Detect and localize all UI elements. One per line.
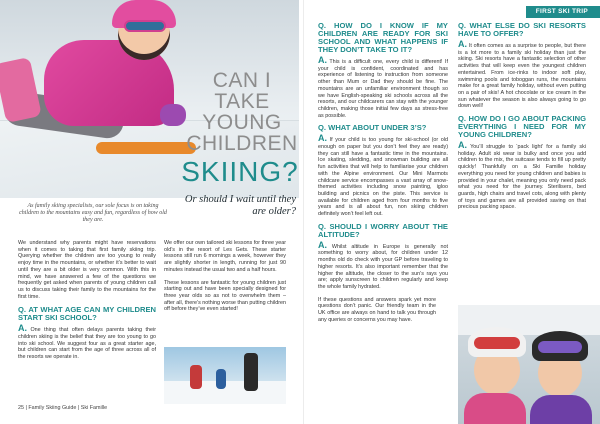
question-mark: Q.	[458, 114, 467, 124]
intro-paragraph: We understand why parents might have reservations when it comes to taking that first family skiing trip. Querying whether the children are too young to really enjoy time in the mountains, or whether it’s better to wait until they are a bit older is very common. With this in mind, we have answered a few of the questions we frequently get asked when parents of young children call us to discuss taking their family to the mountains for the first time.	[18, 240, 156, 300]
question-altitude	[318, 223, 448, 239]
left-column-2	[164, 240, 286, 313]
headline-subtitle: Or should I wait until they are older?	[184, 194, 296, 217]
answer-under-threes	[318, 135, 448, 217]
question-text: WHAT ABOUT UNDER 3’S?	[328, 123, 427, 133]
question-text: WHAT ELSE DO SKI RESORTS HAVE TO OFFER?	[458, 21, 586, 38]
headline-line-4: CHILDREN	[186, 132, 298, 155]
question-readiness	[318, 22, 448, 54]
headline-line-2: TAKE	[214, 90, 270, 113]
ski-instructor	[244, 353, 258, 391]
child-boot	[0, 57, 42, 123]
child-skier	[190, 365, 202, 389]
answer-resort-activities	[458, 41, 586, 110]
answer-packing	[458, 142, 586, 211]
question-text: SHOULD I WORRY ABOUT THE ALTITUDE?	[318, 221, 448, 239]
question-mark: Q.	[458, 21, 467, 30]
question-mark: Q.	[318, 123, 327, 133]
child-goggles	[474, 337, 520, 349]
question-resort-activities	[458, 22, 586, 38]
answer-readiness	[318, 57, 448, 119]
sled	[96, 142, 196, 154]
question-mark: Q.	[318, 221, 327, 231]
answer-ski-school-age	[18, 325, 156, 361]
headline-line-1: CAN I	[212, 69, 272, 92]
lessons-paragraph-1: We offer our own tailored ski lessons for three year old’s in the resort of Les Gets. These starter lessons still run 6 mornings a week, however they are slightly shorter in length, running for just 90 minutes instead the usual two and a half hours.	[164, 240, 286, 273]
middle-column	[318, 22, 448, 324]
answer-mark: A.	[318, 133, 327, 144]
right-column	[458, 22, 586, 211]
answer-mark: A.	[458, 39, 467, 49]
page-gutter	[303, 0, 304, 424]
question-ski-school-age	[18, 306, 156, 322]
lessons-paragraph-2: These lessons are fantastic for young children just starting out and have been specially designed for three year olds so as not to overwhelm them – after all, there’s nothing worse than putting children off before they’ve even started!	[164, 279, 286, 313]
question-text: AT WHAT AGE CAN MY CHILDREN START SKI SCHOOL?	[18, 305, 156, 323]
left-column-1	[18, 240, 156, 361]
answer-text: If your child is too young for ski-school (or old enough on paper but you don’t feel they are ready) they can still have a fantastic time in the mountains. Ice skating, sledding, and snowman building are all fun activities that will help to familiarise your children with the Alpine environment. Our Mini Marmots childcare service encompasses a vast array of snow-themed activities including snow painting, igloo building and picnics on the piste. This service is available for children aged from four months to five years and is all about fun, non skiing children definitely won’t feel left out.	[318, 137, 448, 218]
question-under-threes	[318, 124, 448, 132]
answer-text: Whilst altitude in Europe is generally not something to worry about, for children under 12 months old do check with your GP before traveling to higher resorts. It’s also important remember that the higher the altitude, the closer to the sun’s rays you are; apply sunscreen to children regularly and keep the whole family hydrated.	[318, 243, 448, 290]
question-packing	[458, 115, 586, 139]
answer-altitude	[318, 239, 448, 291]
child-jacket	[530, 395, 592, 424]
headline	[186, 70, 298, 154]
answer-mark: A.	[318, 55, 327, 65]
answer-text: You’ll struggle to ‘pack light’ for a family ski holiday. Adult ski wear is bulky and once you add children to the mix, the suitcase tends to fill up pretty quickly! Thankfully on a Ski Famille holiday everything you need for young children and babies is provided in your chalet, meaning you only need pack what you need for the journey. Sterilisers, bed guards, high chairs and travel cots, along with plenty of toys and games are all provided saving on that precious packing space.	[458, 144, 586, 211]
child-glove	[160, 104, 186, 126]
answer-mark: A.	[458, 140, 467, 151]
question-text: HOW DO I KNOW IF MY CHILDREN ARE READY FOR SKI SCHOOL AND WHAT HAPPENS IF THEY DON’T TAKE TO IT?	[318, 21, 448, 54]
answer-text: It often comes as a surprise to people, but there is a lot more to a family ski holiday than just the skiing. Ski resorts have a fantastic selection of other activities that will keep even the youngest children entertained. From ice-rinks to indoor soft play, swimming pools and toboggan runs, the mountains make for a great family holiday, without even putting on a pair of skis! A hot chocolate or ice cream in the sun whatever the season is also always going to go down well!	[458, 43, 587, 110]
child-goggles	[538, 341, 582, 353]
photo-caption: As family skiing specialists, our sole focus is on taking children to the mountains easy and fun, regardless of how old they are.	[19, 203, 167, 223]
question-text: HOW DO I GO ABOUT PACKING EVERYTHING I NEED FOR MY YOUNG CHILDREN?	[458, 114, 586, 140]
page-footer: 25 | Family Skiing Guide | Ski Famille	[18, 405, 108, 411]
question-mark: Q.	[318, 21, 327, 30]
answer-text: One thing that often delays parents taking their children skiing is the belief that they are too young to go into ski school. We suggest four as a great starter age, but children can start from the age of three across all of the resorts we operate in.	[18, 327, 156, 361]
child-goggles	[124, 20, 166, 32]
headline-emphasis: SKIING?	[181, 156, 299, 187]
answer-text: This is a difficult one, every child is different! If your child is confident, coordinated and has experience of listening to instruction from someone other than Mum or Dad they should be fine. The mountains are an unfamiliar environment though so we have English-speaking ski schools across all the resorts, and our childcarers can stay with the younger children, making those initial few days as stress-free as possible.	[318, 59, 448, 119]
child-jacket	[464, 393, 526, 424]
answer-mark: A.	[318, 239, 327, 250]
headline-line-3: YOUNG	[202, 111, 282, 134]
ski-lesson-photo	[164, 347, 286, 404]
section-tab-label: FIRST SKI TRIP	[535, 8, 588, 15]
answer-mark: A.	[18, 323, 27, 334]
children-gondola-photo	[458, 305, 600, 424]
question-mark: Q.	[18, 305, 27, 315]
child-skier	[216, 369, 226, 389]
closing-paragraph: If these questions and answers spark yet more questions don’t panic. Our friendly team in the UK office are always on hand to talk you through any queries or concerns you may have.	[318, 296, 436, 323]
